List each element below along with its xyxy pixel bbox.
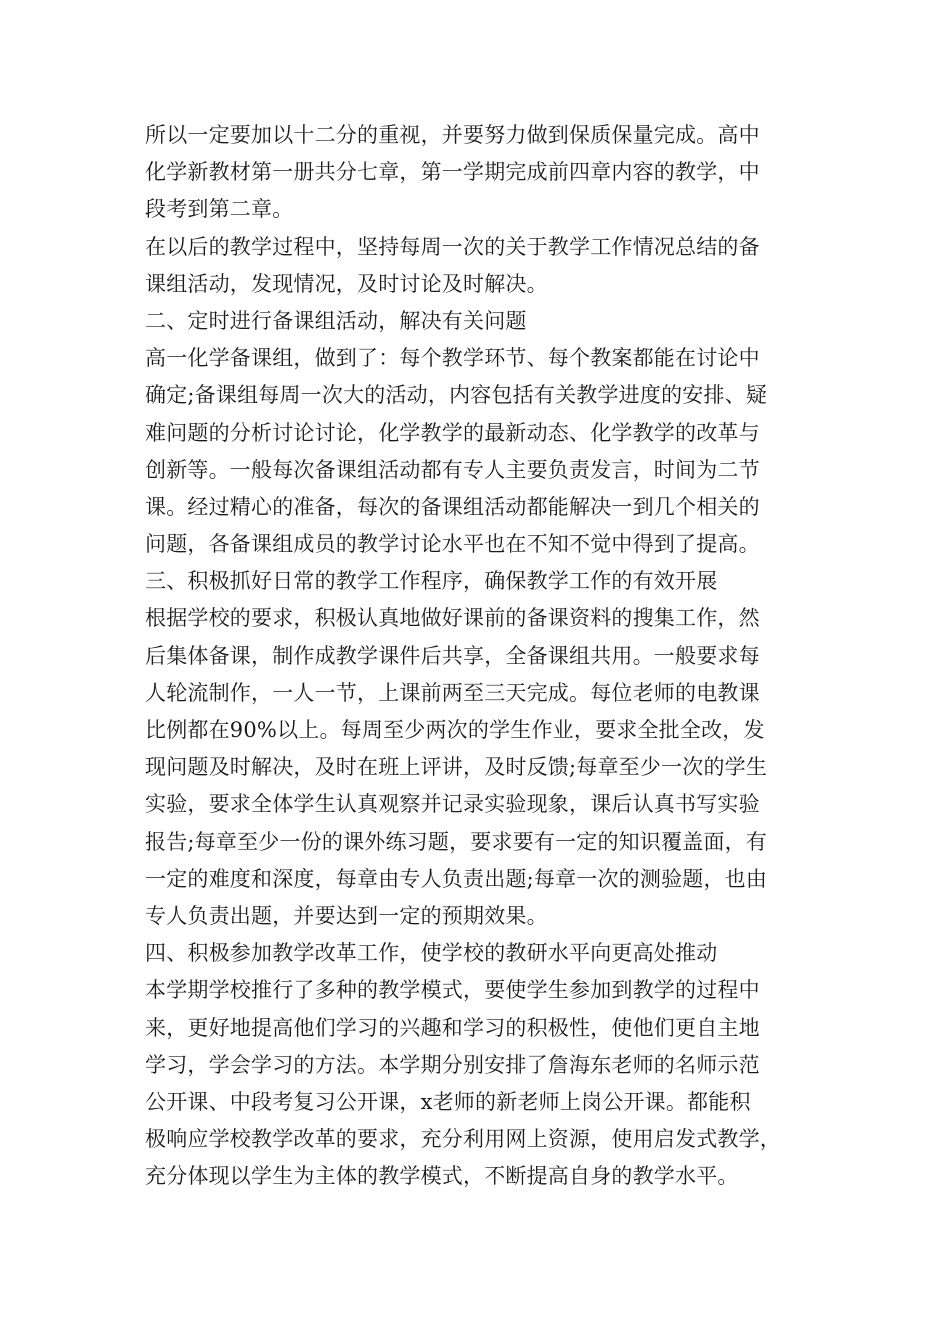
text-line: 一定的难度和深度，每章由专人负责出题;每章一次的测验题，也由 [145, 866, 768, 891]
document-body [145, 117, 825, 1195]
text-line: 现问题及时解决，及时在班上评讲，及时反馈;每章至少一次的学生 [145, 755, 768, 780]
text-line: 确定;备课组每周一次大的活动，内容包括有关教学进度的安排、疑 [145, 383, 768, 408]
text-line: 专人负责出题，并要达到一定的预期效果。 [145, 903, 548, 928]
section-heading-2: 二、定时进行备课组活动，解决有关问题 [145, 308, 527, 333]
text-line: 来，更好地提高他们学习的兴趣和学习的积极性，使他们更自主地 [145, 1015, 760, 1040]
text-line: 难问题的分析讨论讨论，化学教学的最新动态、化学教学的改革与 [145, 420, 760, 445]
text-line: 根据学校的要求，积极认真地做好课前的备课资料的搜集工作，然 [145, 606, 760, 631]
section-heading-4: 四、积极参加教学改革工作，使学校的教研水平向更高处推动 [145, 941, 718, 966]
text-line: 所以一定要加以十二分的重视，并要努力做到保质保量完成。高中 [145, 123, 760, 147]
text-line: 化学新教材第一册共分七章，第一学期完成前四章内容的教学，中 [145, 160, 760, 185]
text-line: 极响应学校教学改革的要求，充分利用网上资源，使用启发式教学， [145, 1127, 781, 1152]
text-line: 本学期学校推行了多种的教学模式，要使学生参加到教学的过程中 [145, 978, 760, 1003]
text-line: 公开课、中段考复习公开课，x老师的新老师上岗公开课。都能积 [145, 1089, 751, 1114]
text-line: 问题，各备课组成员的教学讨论水平也在不知不觉中得到了提高。 [145, 532, 760, 557]
text-line: 报告;每章至少一份的课外练习题，要求要有一定的知识覆盖面，有 [145, 829, 768, 854]
text-line: 课。经过精心的准备，每次的备课组活动都能解决一到几个相关的 [145, 494, 760, 519]
text-line: 比例都在90%以上。每周至少两次的学生作业，要求全批全改，发 [145, 718, 765, 742]
section-heading-3: 三、积极抓好日常的教学工作程序，确保教学工作的有效开展 [145, 569, 718, 594]
text-line: 段考到第二章。 [145, 197, 294, 222]
text-line: 人轮流制作，一人一节，上课前两至三天完成。每位老师的电教课 [145, 680, 760, 705]
text-line: 高一化学备课组，做到了：每个教学环节、每个教案都能在讨论中 [145, 346, 760, 371]
text-line: 学习，学会学习的方法。本学期分别安排了詹海东老师的名师示范 [145, 1052, 760, 1077]
text-line: 实验，要求全体学生认真观察并记录实验现象，课后认真书写实验 [145, 792, 760, 817]
text-line: 后集体备课，制作成教学课件后共享，全备课组共用。一般要求每 [145, 643, 760, 668]
text-line: 充分体现以学生为主体的教学模式，不断提高自身的教学水平。 [145, 1164, 739, 1189]
text-line: 在以后的教学过程中，坚持每周一次的关于教学工作情况总结的备 [145, 234, 760, 259]
text-line: 课组活动，发现情况，及时讨论及时解决。 [145, 271, 548, 296]
text-line: 创新等。一般每次备课组活动都有专人主要负责发言，时间为二节 [145, 457, 760, 482]
